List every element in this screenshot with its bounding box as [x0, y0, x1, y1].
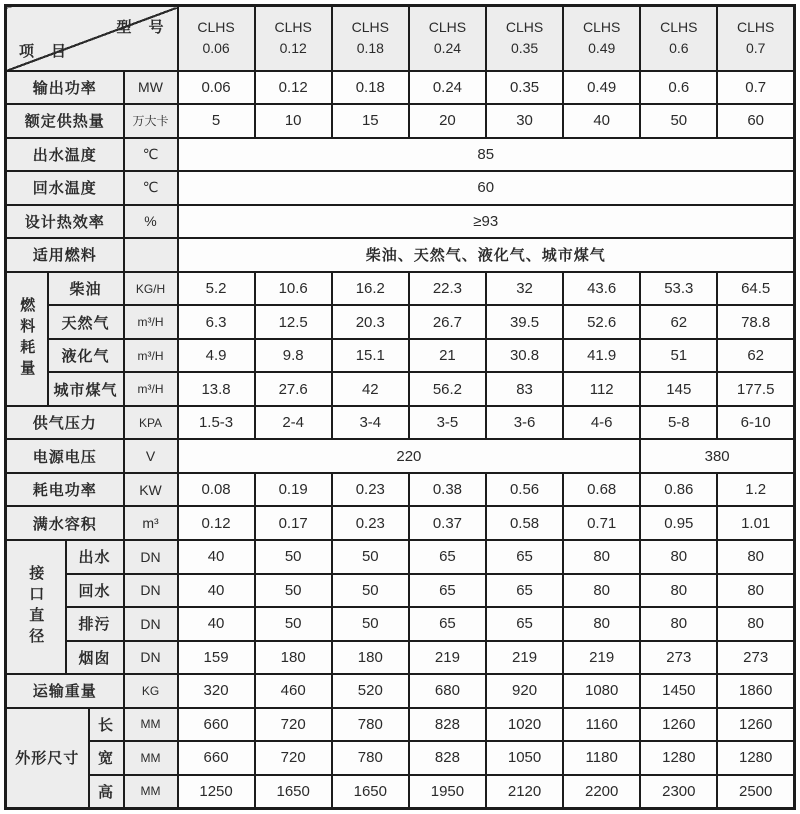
value-cell: 1.01: [717, 506, 794, 540]
value-cell: 20: [409, 104, 486, 138]
table-row-fuel-natural-gas: [6, 305, 795, 339]
table-row-fuel-diesel: [6, 272, 795, 306]
value-cell: 3-6: [486, 406, 563, 440]
value-cell: 80: [640, 540, 717, 574]
row-label: 出水温度: [6, 138, 124, 172]
unit-cell: MW: [124, 71, 178, 105]
value-cell: 273: [717, 641, 794, 675]
value-cell: 10.6: [255, 272, 332, 306]
value-cell: 21: [409, 339, 486, 373]
value-cell-span: 柴油、天然气、液化气、城市煤气: [178, 238, 795, 272]
value-cell: 80: [717, 607, 794, 641]
value-cell-span: 220: [178, 439, 641, 473]
unit-cell: KPA: [124, 406, 178, 440]
value-cell-span: 380: [640, 439, 794, 473]
row-label: 适用燃料: [6, 238, 124, 272]
value-cell: 2-4: [255, 406, 332, 440]
sub-row-label: 宽: [89, 741, 124, 775]
unit-cell: MM: [124, 775, 178, 809]
value-cell: 51: [640, 339, 717, 373]
value-cell: 6.3: [178, 305, 255, 339]
value-cell: 50: [640, 104, 717, 138]
value-cell: 65: [486, 540, 563, 574]
unit-cell: ℃: [124, 171, 178, 205]
value-cell: 53.3: [640, 272, 717, 306]
model-header: [178, 6, 255, 71]
value-cell: 52.6: [563, 305, 640, 339]
value-cell: 50: [255, 574, 332, 608]
table-row-transport-weight: [6, 674, 795, 708]
value-cell: 0.49: [563, 71, 640, 105]
value-cell: 0.56: [486, 473, 563, 507]
model-name: CLHS: [737, 19, 775, 36]
value-cell: 0.18: [332, 71, 409, 105]
row-label: 运输重量: [6, 674, 124, 708]
value-cell: 1050: [486, 741, 563, 775]
value-cell: 0.06: [178, 71, 255, 105]
model-size: 0.7: [745, 40, 766, 57]
value-cell: 2120: [486, 775, 563, 809]
value-cell: 720: [255, 708, 332, 742]
table-row-rated-heat: [6, 104, 795, 138]
table-row-dim-width: [6, 741, 795, 775]
table-row-return-temp: [6, 171, 795, 205]
sub-row-label: 出水: [66, 540, 124, 574]
value-cell-span: ≥93: [178, 205, 795, 239]
value-cell: 26.7: [409, 305, 486, 339]
sub-row-label: 柴油: [48, 272, 124, 306]
table-row-applicable-fuel: [6, 238, 795, 272]
value-cell: 145: [640, 372, 717, 406]
model-size: 0.35: [510, 40, 539, 57]
row-label: 额定供热量: [6, 104, 124, 138]
corner-item-label: 项 目: [19, 42, 68, 60]
value-cell: 80: [717, 574, 794, 608]
value-cell: 0.17: [255, 506, 332, 540]
model-header: [563, 6, 640, 71]
value-cell: 9.8: [255, 339, 332, 373]
unit-cell: m³/H: [124, 339, 178, 373]
value-cell: 1950: [409, 775, 486, 809]
value-cell: 828: [409, 708, 486, 742]
value-cell: 39.5: [486, 305, 563, 339]
value-cell: 20.3: [332, 305, 409, 339]
value-cell: 80: [640, 607, 717, 641]
value-cell: 520: [332, 674, 409, 708]
value-cell: 828: [409, 741, 486, 775]
value-cell: 62: [640, 305, 717, 339]
value-cell: 0.12: [178, 506, 255, 540]
value-cell: 660: [178, 741, 255, 775]
model-name: CLHS: [197, 19, 235, 36]
value-cell: 42: [332, 372, 409, 406]
value-cell: 0.6: [640, 71, 717, 105]
value-cell: 273: [640, 641, 717, 675]
value-cell: 80: [563, 540, 640, 574]
model-header: [255, 6, 332, 71]
model-size: 0.18: [356, 40, 384, 57]
unit-cell: ℃: [124, 138, 178, 172]
value-cell: 13.8: [178, 372, 255, 406]
table-row-output-power: [6, 71, 795, 105]
value-cell: 660: [178, 708, 255, 742]
row-label: 电源电压: [6, 439, 124, 473]
value-cell: 720: [255, 741, 332, 775]
value-cell: 32: [486, 272, 563, 306]
model-header: [332, 6, 409, 71]
value-cell: 5.2: [178, 272, 255, 306]
value-cell: 0.86: [640, 473, 717, 507]
group-label-fuel-consumption: 燃料耗量: [6, 272, 48, 406]
value-cell: 680: [409, 674, 486, 708]
value-cell: 780: [332, 708, 409, 742]
row-label: 回水温度: [6, 171, 124, 205]
value-cell: 22.3: [409, 272, 486, 306]
value-cell: 16.2: [332, 272, 409, 306]
unit-cell: KG: [124, 674, 178, 708]
unit-cell: [124, 238, 178, 272]
value-cell: 159: [178, 641, 255, 675]
value-cell: 40: [563, 104, 640, 138]
value-cell: 0.95: [640, 506, 717, 540]
unit-cell: m³/H: [124, 305, 178, 339]
value-cell: 60: [717, 104, 794, 138]
sub-row-label: 排污: [66, 607, 124, 641]
table-row-dim-length: [6, 708, 795, 742]
value-cell: 0.71: [563, 506, 640, 540]
value-cell: 65: [486, 607, 563, 641]
value-cell: 1650: [332, 775, 409, 809]
value-cell: 0.19: [255, 473, 332, 507]
value-cell: 0.08: [178, 473, 255, 507]
value-cell: 65: [409, 540, 486, 574]
group-label-overall-dimensions: 外形尺寸: [6, 708, 89, 809]
sub-row-label: 回水: [66, 574, 124, 608]
value-cell: 12.5: [255, 305, 332, 339]
value-cell: 0.24: [409, 71, 486, 105]
value-cell: 460: [255, 674, 332, 708]
value-cell: 1160: [563, 708, 640, 742]
value-cell: 1.5-3: [178, 406, 255, 440]
value-cell: 780: [332, 741, 409, 775]
value-cell: 2300: [640, 775, 717, 809]
unit-cell: 万大卡: [124, 104, 178, 138]
corner-model-label: 型 号: [116, 19, 165, 36]
value-cell: 1260: [640, 708, 717, 742]
model-name: CLHS: [274, 19, 312, 36]
value-cell: 80: [640, 574, 717, 608]
table-row-dim-height: [6, 775, 795, 809]
table-row-fuel-lpg: [6, 339, 795, 373]
value-cell: 43.6: [563, 272, 640, 306]
boiler-spec-table: [4, 4, 796, 810]
row-label: 耗电功率: [6, 473, 124, 507]
value-cell: 320: [178, 674, 255, 708]
value-cell: 30: [486, 104, 563, 138]
value-cell: 0.23: [332, 506, 409, 540]
model-size: 0.24: [433, 40, 462, 57]
value-cell: 2200: [563, 775, 640, 809]
value-cell: 80: [563, 607, 640, 641]
unit-cell: KW: [124, 473, 178, 507]
table-row-port-outlet: [6, 540, 795, 574]
value-cell: 80: [563, 574, 640, 608]
model-name: CLHS: [428, 19, 467, 36]
model-size: 0.06: [202, 40, 230, 57]
value-cell: 4-6: [563, 406, 640, 440]
unit-cell: DN: [124, 574, 178, 608]
unit-cell: %: [124, 205, 178, 239]
value-cell-span: 60: [178, 171, 795, 205]
value-cell: 50: [332, 607, 409, 641]
value-cell: 920: [486, 674, 563, 708]
value-cell: 1860: [717, 674, 794, 708]
value-cell: 1650: [255, 775, 332, 809]
value-cell: 219: [409, 641, 486, 675]
value-cell: 1.2: [717, 473, 794, 507]
table-row-port-chimney: [6, 641, 795, 675]
value-cell: 0.58: [486, 506, 563, 540]
value-cell: 219: [486, 641, 563, 675]
value-cell: 180: [255, 641, 332, 675]
value-cell: 83: [486, 372, 563, 406]
value-cell: 1450: [640, 674, 717, 708]
value-cell: 6-10: [717, 406, 794, 440]
unit-cell: DN: [124, 641, 178, 675]
value-cell: 62: [717, 339, 794, 373]
value-cell: 27.6: [255, 372, 332, 406]
row-label: 满水容积: [6, 506, 124, 540]
value-cell: 1080: [563, 674, 640, 708]
unit-cell: DN: [124, 607, 178, 641]
unit-cell: MM: [124, 708, 178, 742]
value-cell: 40: [178, 574, 255, 608]
unit-cell: KG/H: [124, 272, 178, 306]
model-header: [717, 6, 794, 71]
model-name: CLHS: [660, 19, 698, 36]
value-cell: 50: [255, 607, 332, 641]
value-cell: 1280: [640, 741, 717, 775]
value-cell: 50: [332, 540, 409, 574]
value-cell: 112: [563, 372, 640, 406]
value-cell: 3-5: [409, 406, 486, 440]
row-label: 供气压力: [6, 406, 124, 440]
value-cell: 0.23: [332, 473, 409, 507]
table-row-water-volume: [6, 506, 795, 540]
sub-row-label: 长: [89, 708, 124, 742]
corner-header-cell: [6, 6, 178, 71]
table-row-power-consumption: [6, 473, 795, 507]
value-cell: 30.8: [486, 339, 563, 373]
value-cell: 40: [178, 540, 255, 574]
model-header: [640, 6, 717, 71]
header-row: [6, 6, 795, 71]
sub-row-label: 液化气: [48, 339, 124, 373]
table-row-port-blowdown: [6, 607, 795, 641]
row-label: 设计热效率: [6, 205, 124, 239]
value-cell: 80: [717, 540, 794, 574]
value-cell: 5-8: [640, 406, 717, 440]
value-cell: 5: [178, 104, 255, 138]
value-cell: 0.7: [717, 71, 794, 105]
unit-cell: V: [124, 439, 178, 473]
value-cell: 65: [409, 574, 486, 608]
value-cell-span: 85: [178, 138, 795, 172]
value-cell: 10: [255, 104, 332, 138]
value-cell: 0.68: [563, 473, 640, 507]
value-cell: 0.38: [409, 473, 486, 507]
value-cell: 177.5: [717, 372, 794, 406]
model-name: CLHS: [505, 19, 544, 36]
value-cell: 219: [563, 641, 640, 675]
value-cell: 65: [486, 574, 563, 608]
model-name: CLHS: [351, 19, 389, 36]
value-cell: 0.12: [255, 71, 332, 105]
group-label-port-diameter: 接口直径: [6, 540, 66, 674]
table-row-design-efficiency: [6, 205, 795, 239]
value-cell: 2500: [717, 775, 794, 809]
sub-row-label: 烟囱: [66, 641, 124, 675]
value-cell: 15: [332, 104, 409, 138]
value-cell: 78.8: [717, 305, 794, 339]
table-row-port-return: [6, 574, 795, 608]
sub-row-label: 高: [89, 775, 124, 809]
model-name: CLHS: [583, 19, 621, 36]
value-cell: 1250: [178, 775, 255, 809]
value-cell: 40: [178, 607, 255, 641]
value-cell: 1280: [717, 741, 794, 775]
value-cell: 3-4: [332, 406, 409, 440]
table-row-supply-voltage: [6, 439, 795, 473]
value-cell: 1260: [717, 708, 794, 742]
sub-row-label: 城市煤气: [48, 372, 124, 406]
row-label: 输出功率: [6, 71, 124, 105]
value-cell: 64.5: [717, 272, 794, 306]
unit-cell: MM: [124, 741, 178, 775]
value-cell: 50: [255, 540, 332, 574]
model-size: 0.12: [279, 40, 307, 57]
value-cell: 15.1: [332, 339, 409, 373]
model-header: [486, 6, 563, 71]
value-cell: 0.37: [409, 506, 486, 540]
value-cell: 1180: [563, 741, 640, 775]
value-cell: 0.35: [486, 71, 563, 105]
model-size: 0.49: [588, 40, 616, 57]
value-cell: 50: [332, 574, 409, 608]
value-cell: 65: [409, 607, 486, 641]
unit-cell: DN: [124, 540, 178, 574]
model-header: [409, 6, 486, 71]
value-cell: 4.9: [178, 339, 255, 373]
value-cell: 1020: [486, 708, 563, 742]
model-size: 0.6: [669, 40, 689, 57]
value-cell: 56.2: [409, 372, 486, 406]
value-cell: 180: [332, 641, 409, 675]
table-row-outlet-temp: [6, 138, 795, 172]
value-cell: 41.9: [563, 339, 640, 373]
unit-cell: m³: [124, 506, 178, 540]
table-row-gas-pressure: [6, 406, 795, 440]
table-row-fuel-city-gas: [6, 372, 795, 406]
unit-cell: m³/H: [124, 372, 178, 406]
sub-row-label: 天然气: [48, 305, 124, 339]
